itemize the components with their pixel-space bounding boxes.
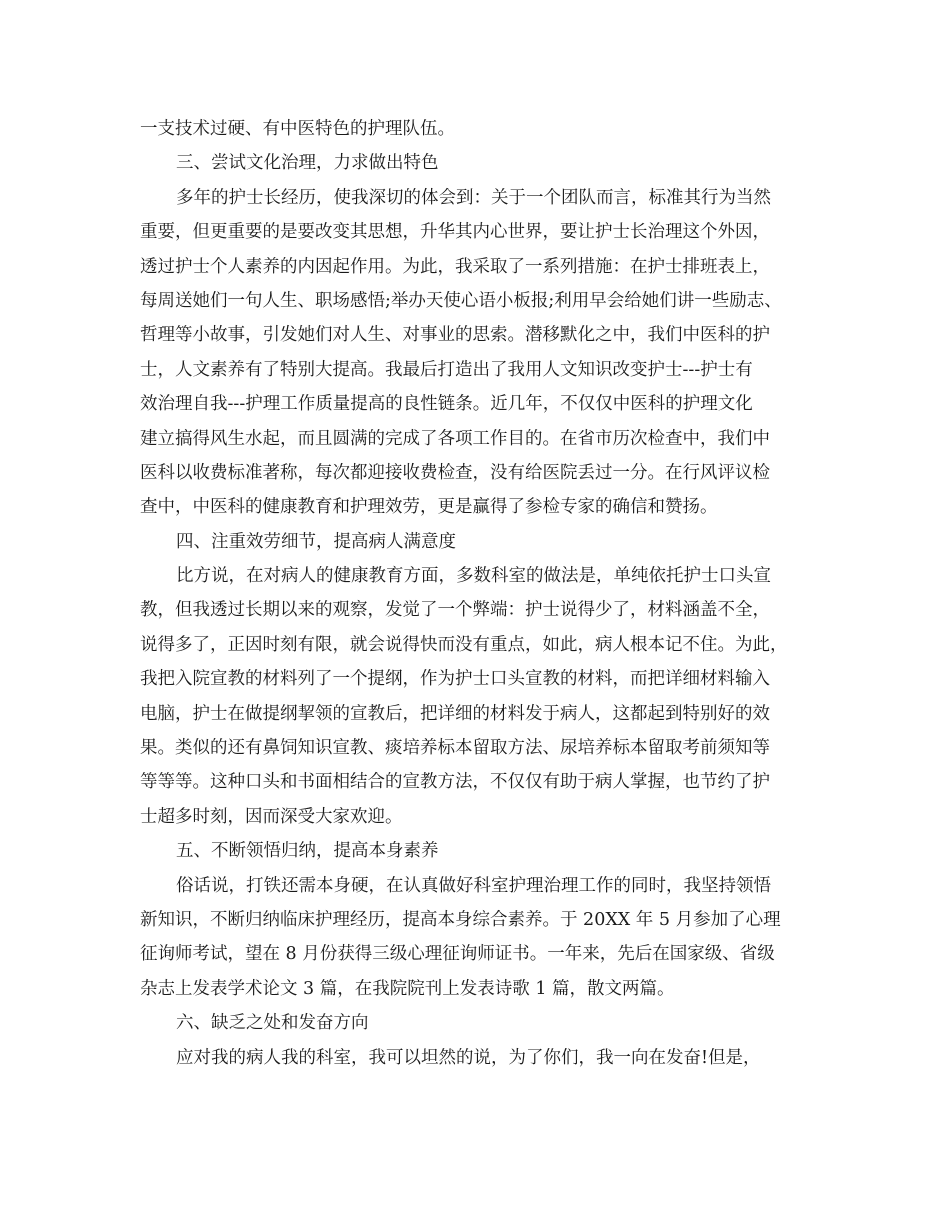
text-line: 教，但我透过长期以来的观察，发觉了一个弊端：护士说得少了，材料涵盖不全， [140,600,770,621]
text-line: 效治理自我---护理工作质量提高的良性链条。近几年，不仅仅中医科的护理文化 [140,394,753,415]
text-line: 哲理等小故事，引发她们对人生、对事业的思索。潜移默化之中，我们中医科的护 [140,325,770,346]
text-line: 比方说，在对病人的健康教育方面，多数科室的做法是，单纯依托护士口头宣 [176,566,771,587]
text-line: 电脑，护士在做提纲挈领的宣教后，把详细的材料发于病人，这都起到特别好的效 [140,703,770,724]
text-line: 透过护士个人素养的内因起作用。为此，我采取了一系列措施：在护士排班表上， [140,256,770,277]
text-line: 士超多时刻，因而深受大家欢迎。 [140,806,403,827]
text-line: 士，人文素养有了特别大提高。我最后打造出了我用人文知识改变护士---护士有 [140,359,753,380]
text-line: 三、尝试文化治理，力求做出特色 [176,153,439,174]
text-line: 四、注重效劳细节，提高病人满意度 [176,531,456,552]
text-line: 五、不断领悟归纳，提高本身素养 [176,841,439,862]
text-line: 杂志上发表学术论文 3 篇，在我院院刊上发表诗歌 1 篇，散文两篇。 [140,978,675,999]
text-line: 六、缺乏之处和发奋方向 [176,1013,369,1034]
text-line: 果。类似的还有鼻饲知识宣教、痰培养标本留取方法、尿培养标本留取考前须知等 [140,738,770,759]
text-line: 医科以收费标准著称，每次都迎接收费检查，没有给医院丢过一分。在行风评议检 [140,462,770,483]
text-line: 应对我的病人我的科室，我可以坦然的说，为了你们，我一向在发奋!但是， [176,1047,761,1068]
text-line: 重要，但更重要的是要改变其思想，升华其内心世界，要让护士长治理这个外因， [140,222,770,243]
text-line: 征询师考试，望在 8 月份获得三级心理征询师证书。一年来，先后在国家级、省级 [140,944,775,965]
text-line: 俗话说，打铁还需本身硬，在认真做好科室护理治理工作的同时，我坚持领悟 [176,875,771,896]
text-line: 每周送她们一句人生、职场感悟;举办天使心语小板报;利用早会给她们讲一些励志、 [140,290,782,311]
text-line: 说得多了，正因时刻有限，就会说得快而没有重点，如此，病人根本记不住。为此， [140,634,788,655]
text-line: 建立搞得风生水起，而且圆满的完成了各项工作目的。在省市历次检查中，我们中 [140,428,770,449]
text-line: 我把入院宣教的材料列了一个提纲，作为护士口头宣教的材料，而把详细材料输入 [140,669,770,690]
text-line: 新知识，不断归纳临床护理经历，提高本身综合素养。于 20XX 年 5 月参加了心理 [140,909,781,930]
text-line: 多年的护士长经历，使我深切的体会到：关于一个团队而言，标准其行为当然 [176,187,771,208]
text-line: 一支技术过硬、有中医特色的护理队伍。 [140,119,455,139]
document-body [140,112,820,1075]
text-line: 等等等。这种口头和书面相结合的宣教方法，不仅仅有助于病人掌握，也节约了护 [140,772,770,793]
text-line: 查中，中医科的健康教育和护理效劳，更是赢得了参检专家的确信和赞扬。 [140,497,718,518]
